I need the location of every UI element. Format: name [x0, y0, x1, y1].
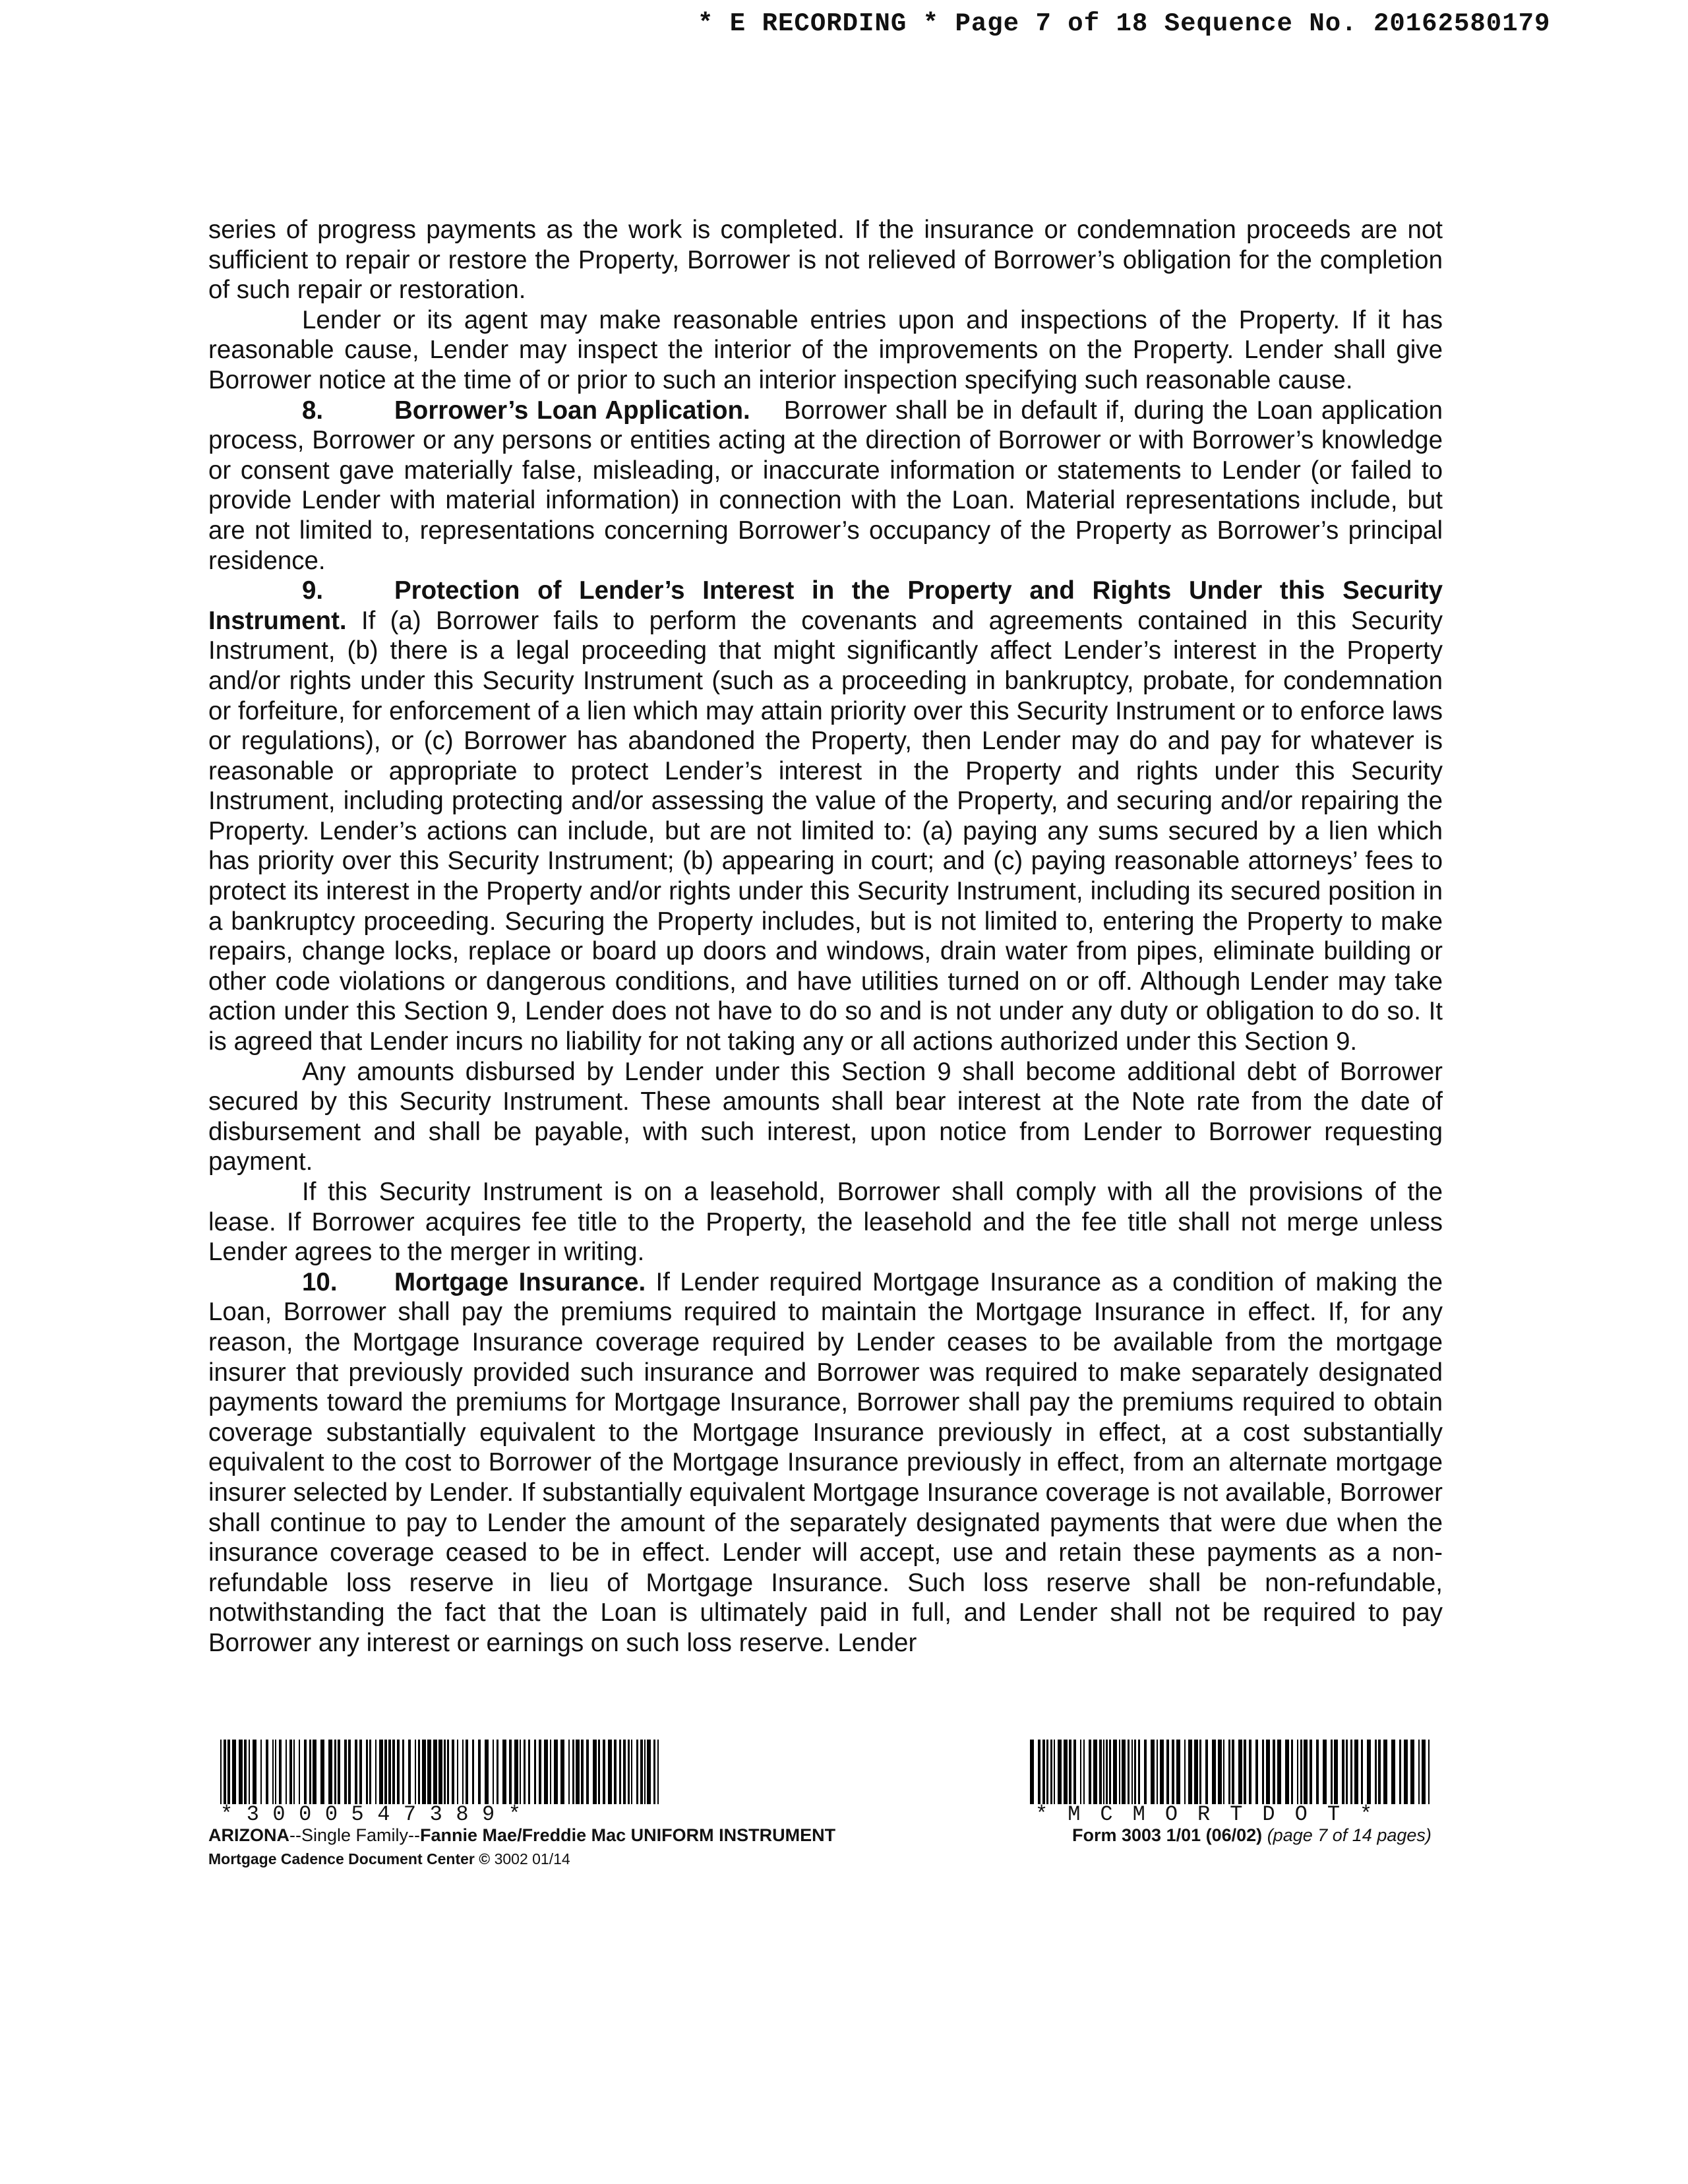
barcode-bar: [619, 1740, 621, 1804]
barcode-bar: [1188, 1740, 1192, 1804]
barcode-bar: [334, 1740, 336, 1804]
barcode-bar: [1350, 1740, 1352, 1804]
barcode-bar: [466, 1740, 468, 1804]
paragraph-continuation: series of progress payments as the work is completed. If the insurance or condemnation proceeds are not sufficient to repair or restore the Property, Borrower is not relieved of Borrower’s obligation for the completion of such repair or restoration.: [208, 216, 1443, 305]
barcode-bar: [260, 1740, 262, 1804]
barcode-bar: [1199, 1740, 1201, 1804]
barcode-bar: [384, 1740, 387, 1804]
barcode-bar: [598, 1740, 600, 1804]
barcode-bar: [427, 1740, 431, 1804]
barcode-bar: [369, 1740, 371, 1804]
barcode-bar: [1266, 1740, 1270, 1804]
barcode-bar: [344, 1740, 347, 1804]
barcode-bar: [1228, 1740, 1230, 1804]
barcode-bar: [614, 1740, 617, 1804]
barcode-bar: [220, 1740, 222, 1804]
barcode-bar: [1399, 1740, 1401, 1804]
barcode-bar: [1212, 1740, 1216, 1804]
barcode-bar: [528, 1740, 530, 1804]
barcode-bar: [1184, 1740, 1186, 1804]
barcode-bar: [1361, 1740, 1363, 1804]
barcode-bar: [1300, 1740, 1302, 1804]
section-8: [208, 396, 1443, 576]
barcode-right: [1030, 1740, 1430, 1804]
barcode-bar: [355, 1740, 357, 1804]
barcode-bar: [379, 1740, 383, 1804]
footer-page: (page 7 of 14 pages): [1267, 1825, 1432, 1845]
barcode-bar: [447, 1740, 449, 1804]
barcode-bar: [1138, 1740, 1140, 1804]
barcode-bar: [1297, 1740, 1298, 1804]
barcode-bar: [485, 1740, 489, 1804]
footer-doc-code: 3002 01/14: [494, 1850, 570, 1867]
barcode-bar: [1367, 1740, 1371, 1804]
barcode-bar: [328, 1740, 332, 1804]
barcode-bar: [1128, 1740, 1130, 1804]
barcode-bar: [1058, 1740, 1062, 1804]
barcode-bar: [1291, 1740, 1293, 1804]
barcode-bar: [272, 1740, 274, 1804]
barcode-bar: [1428, 1740, 1430, 1804]
barcode-bar: [1122, 1740, 1126, 1804]
barcode-bar: [1103, 1740, 1104, 1804]
barcode-bar: [1119, 1740, 1120, 1804]
barcode-bar: [1334, 1740, 1338, 1804]
section-9-text: If (a) Borrower fails to perform the covenants and agreements contained in this Security Instrument, (b) there is a legal proceeding that might significantly affect Lender’s interest in the Property and/or rights under this Security Instrument (such as a proceeding in bankruptcy, probate, for condemnation or forfeiture, for enforcement of a lien which may attain priority over this Security Instrument or to enforce laws or regulations), or (c) Borrower has abandoned the Property, then Lender may do and pay for whatever is reasonable or appropriate to protect Lender’s interest in the Property and rights under this Security Instrument, including protecting and/or assessing the value of the Property, and securing and/or repairing the Property. Lender’s actions can include, but are not limited to: (a) paying any sums secured by a lien which has priority over this Security Instrument; (b) appearing in court; and (c) paying reasonable attorneys’ fees to protect its interest in the Property and/or rights under this Security Instrument, including its secured position in a bankruptcy proceeding. Securing the Property includes, but is not limited to, entering the Property to make repairs, change locks, replace or board up doors and windows, drain water from pipes, eliminate building or other code violations or dangerous conditions, and have utilities turned on or off. Although Lender may take action under this Section 9, Lender does not have to do so and is not under any duty or obligation to do so. It is agreed that Lender incurs no liability for not taking any or all actions authorized under this Section 9.: [208, 606, 1443, 1056]
barcode-bar: [392, 1740, 395, 1804]
barcode-bar: [1144, 1740, 1147, 1804]
barcode-bar: [438, 1740, 442, 1804]
barcode-bar: [1038, 1740, 1040, 1804]
barcode-bar: [502, 1740, 506, 1804]
barcode-bar: [408, 1740, 411, 1804]
barcode-bar: [1285, 1740, 1289, 1804]
barcode-bar: [539, 1740, 541, 1804]
barcode-bar: [524, 1740, 526, 1804]
barcode-bar: [586, 1740, 589, 1804]
barcode-bar: [534, 1740, 536, 1804]
barcode-bar: [375, 1740, 377, 1804]
barcode-bar: [444, 1740, 446, 1804]
barcode-bar: [514, 1740, 518, 1804]
barcode-bar: [1223, 1740, 1224, 1804]
barcode-bar: [320, 1740, 324, 1804]
barcode-bar: [1346, 1740, 1348, 1804]
barcode-bar: [1383, 1740, 1387, 1804]
barcode-bar: [1131, 1740, 1133, 1804]
barcode-bar: [366, 1740, 368, 1804]
barcode-bar: [472, 1740, 474, 1804]
barcode-bar: [1304, 1740, 1308, 1804]
barcode-bar: [1073, 1740, 1076, 1804]
barcode-left-text: *3000547389*: [220, 1802, 535, 1827]
barcode-bar: [1194, 1740, 1198, 1804]
barcode-bar: [1176, 1740, 1180, 1804]
barcode-left-graphic: [220, 1740, 659, 1804]
barcode-bar: [239, 1740, 243, 1804]
barcode-bar: [497, 1740, 498, 1804]
barcode-bar: [1378, 1740, 1381, 1804]
barcode-bar: [1046, 1740, 1048, 1804]
barcode-bar: [1205, 1740, 1208, 1804]
barcode-bar: [1093, 1740, 1097, 1804]
barcode-bar: [289, 1740, 292, 1804]
barcode-bar: [266, 1740, 268, 1804]
barcode-bar: [388, 1740, 391, 1804]
barcode-bar: [232, 1740, 236, 1804]
barcode-bar: [1099, 1740, 1102, 1804]
barcode-bar: [1244, 1740, 1246, 1804]
barcode-bar: [1113, 1740, 1117, 1804]
barcode-bar: [1410, 1740, 1414, 1804]
section-10-title: Mortgage Insurance.: [394, 1267, 646, 1296]
barcode-bar: [452, 1740, 454, 1804]
barcode-bar: [631, 1740, 632, 1804]
barcode-bar: [293, 1740, 295, 1804]
barcode-bar: [1080, 1740, 1081, 1804]
barcode-bar: [415, 1740, 416, 1804]
barcode-bar: [1238, 1740, 1242, 1804]
section-10: [208, 1267, 1443, 1658]
barcode-bar: [279, 1740, 282, 1804]
recording-header: * E RECORDING * Page 7 of 18 Sequence No. 20162580179: [698, 9, 1551, 38]
barcode-bar: [397, 1740, 400, 1804]
barcode-bar: [275, 1740, 276, 1804]
barcode-bar: [478, 1740, 481, 1804]
barcode-bar: [224, 1740, 226, 1804]
barcode-bar: [348, 1740, 351, 1804]
barcode-bar: [644, 1740, 646, 1804]
barcode-bar: [1030, 1740, 1034, 1804]
barcode-bar: [462, 1740, 464, 1804]
barcode-bar: [1218, 1740, 1222, 1804]
barcode-bar: [554, 1740, 558, 1804]
barcode-bar: [1134, 1740, 1136, 1804]
barcode-bar: [1323, 1740, 1327, 1804]
barcode-bar: [1042, 1740, 1045, 1804]
footer-instrument: Fannie Mae/Freddie Mac UNIFORM INSTRUMENT: [420, 1825, 836, 1845]
barcode-bar: [1166, 1740, 1169, 1804]
barcode-bar: [647, 1740, 651, 1804]
barcode-bar: [1151, 1740, 1155, 1804]
footer-doc-center-line: [208, 1850, 570, 1868]
barcode-bar: [1106, 1740, 1108, 1804]
barcode-bar: [1316, 1740, 1319, 1804]
barcode-bar: [313, 1740, 316, 1804]
barcode-bar: [1069, 1740, 1071, 1804]
barcode-bar: [572, 1740, 574, 1804]
barcode-bar: [1172, 1740, 1174, 1804]
section-8-text: Borrower shall be in default if, during the Loan application process, Borrower or any persons or entities acting at the direction of Borrower or with Borrower’s knowledge or consent gave materially false, misleading, or inaccurate information or statements to Lender (or failed to provide Lender with material information) in connection with the Loan. Material representations include, but are not limited to, representations concerning Borrower’s occupancy of the Property as Borrower’s principal residence.: [208, 396, 1443, 575]
barcode-bar: [560, 1740, 564, 1804]
barcode-left: [220, 1740, 659, 1804]
barcode-bar: [1404, 1740, 1408, 1804]
barcode-bar: [576, 1740, 580, 1804]
document-body: [208, 215, 1443, 1658]
barcode-bar: [657, 1740, 659, 1804]
barcode-right-graphic: [1030, 1740, 1430, 1804]
barcode-bar: [1354, 1740, 1358, 1804]
footer-state: ARIZONA: [208, 1825, 289, 1845]
barcode-bar: [640, 1740, 643, 1804]
barcode-bar: [1089, 1740, 1091, 1804]
barcode-bar: [457, 1740, 458, 1804]
barcode-bar: [1054, 1740, 1055, 1804]
barcode-bar: [1422, 1740, 1426, 1804]
paragraph-leasehold: If this Security Instrument is on a leasehold, Borrower shall comply with all the provisions of the lease. If Borrower acquires fee title to the Property, the leasehold and the fee title shall not merge unless Lender agrees to the merger in writing.: [208, 1178, 1443, 1267]
barcode-bar: [1375, 1740, 1377, 1804]
barcode-bar: [493, 1740, 494, 1804]
barcode-bar: [568, 1740, 570, 1804]
barcode-bar: [1331, 1740, 1333, 1804]
barcode-bar: [1249, 1740, 1251, 1804]
barcode-bar: [1050, 1740, 1052, 1804]
barcode-bar: [603, 1740, 605, 1804]
barcode-bar: [1157, 1740, 1158, 1804]
barcode-bar: [1391, 1740, 1395, 1804]
barcode-bar: [433, 1740, 437, 1804]
barcode-bar: [286, 1740, 287, 1804]
barcode-bar: [593, 1740, 597, 1804]
barcode-bar: [1232, 1740, 1234, 1804]
barcode-bar: [402, 1740, 404, 1804]
barcode-bar: [422, 1740, 426, 1804]
barcode-bar: [304, 1740, 307, 1804]
barcode-bar: [1160, 1740, 1164, 1804]
barcode-bar: [1277, 1740, 1281, 1804]
paragraph-inspection: Lender or its agent may make reasonable entries upon and inspections of the Property. If it has reasonable cause, Lender may inspect the interior of the improvements on the Property. Lender shall give Borrower notice at the time of or prior to such an interior inspection specifying such reasonable cause.: [208, 305, 1443, 394]
barcode-bar: [359, 1740, 362, 1804]
section-8-number: 8.: [302, 396, 324, 425]
barcode-bar: [1083, 1740, 1085, 1804]
barcode-bar: [628, 1740, 630, 1804]
paragraph-disbursed-amounts: Any amounts disbursed by Lender under this Section 9 shall become additional debt of Borrower secured by this Security Instrument. These amounts shall bear interest at the Note rate from the date of disbursement and shall be payable, with such interest, upon notice from Lender to Borrower requesting payment.: [208, 1057, 1443, 1176]
barcode-bar: [550, 1740, 551, 1804]
footer-doc-center: Mortgage Cadence Document Center ©: [208, 1850, 491, 1867]
barcode-bar: [1273, 1740, 1275, 1804]
barcode-bar: [509, 1740, 512, 1804]
barcode-bar: [253, 1740, 256, 1804]
section-10-text: If Lender required Mortgage Insurance as a condition of making the Loan, Borrower shall pay the premiums required to maintain the Mortgage Insurance in effect. If, for any reason, the Mortgage Insurance coverage required by Lender ceases to be available from the mortgage insurer that previously provided such insurance and Borrower was required to make separately designated payments toward the premiums for Mortgage Insurance, Borrower shall pay the premiums required to obtain coverage substantially equivalent to the Mortgage Insurance previously in effect, at a cost substantially equivalent to the cost to Borrower of the Mortgage Insurance previously in effect, from an alternate mortgage insurer selected by Lender. If substantially equivalent Mortgage Insurance coverage is not available, Borrower shall continue to pay to Lender the amount of the separately designated payments that were due when the insurance coverage ceased to be in effect. Lender will accept, use and retain these payments as a non-refundable loss reserve in lieu of Mortgage Insurance. Such loss reserve shall be non-refundable, notwithstanding the fact that the Loan is ultimately paid in full, and Lender shall not be required to pay Borrower any interest or earnings on such loss reserve. Lender: [208, 1267, 1443, 1657]
barcode-bar: [653, 1740, 655, 1804]
barcode-right-text: *MCMORTDOT*: [1035, 1802, 1393, 1827]
barcode-bar: [309, 1740, 311, 1804]
barcode-bar: [249, 1740, 250, 1804]
barcode-bar: [227, 1740, 230, 1804]
barcode-bar: [1064, 1740, 1068, 1804]
barcode-bar: [636, 1740, 638, 1804]
barcode-bar: [1418, 1740, 1420, 1804]
footer-separator: --Single Family--: [289, 1825, 421, 1845]
section-9-title: Protection of Lender’s Interest in the Property and Rights Under this Security Instrument.: [208, 576, 1443, 635]
section-9: [208, 576, 1443, 1057]
barcode-bar: [338, 1740, 340, 1804]
barcode-bar: [581, 1740, 584, 1804]
barcode-bar: [1310, 1740, 1312, 1804]
footer-form: Form 3003 1/01 (06/02): [1072, 1825, 1263, 1845]
barcode-bar: [299, 1740, 300, 1804]
section-10-number: 10.: [302, 1267, 338, 1296]
section-8-title: Borrower’s Loan Application.: [394, 396, 750, 425]
barcode-bar: [1255, 1740, 1258, 1804]
barcode-bar: [1262, 1740, 1264, 1804]
barcode-bar: [520, 1740, 521, 1804]
barcode-bar: [418, 1740, 420, 1804]
barcode-bar: [544, 1740, 548, 1804]
barcode-bar: [608, 1740, 612, 1804]
barcode-bar: [1342, 1740, 1344, 1804]
barcode-bar: [623, 1740, 626, 1804]
barcode-bar: [244, 1740, 247, 1804]
footer-form-line: [1072, 1825, 1432, 1846]
section-9-number: 9.: [302, 576, 324, 605]
footer-instrument-line: [208, 1825, 835, 1846]
barcode-bar: [1109, 1740, 1111, 1804]
